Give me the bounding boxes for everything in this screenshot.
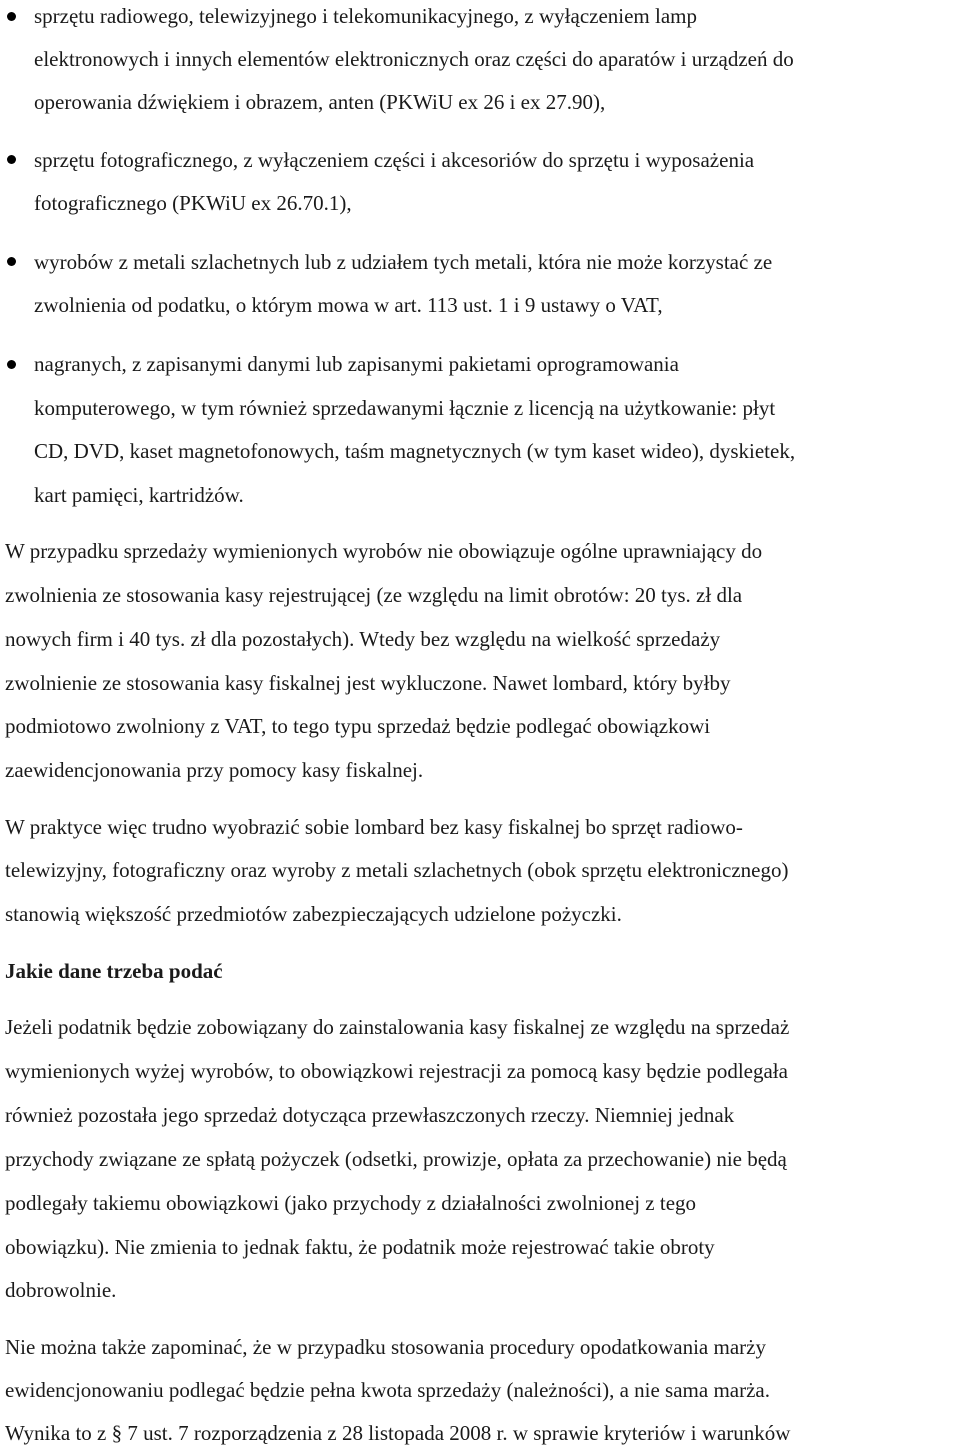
paragraph-1-line-2: zwolnienia ze stosowania kasy rejestrującej (ze względu na limit obrotów: 20 tys. zł dla <box>5 583 743 607</box>
paragraph-1-line-4: zwolnienie ze stosowania kasy fiskalnej jest wykluczone. Nawet lombard, który byłby <box>5 671 731 695</box>
bullet-icon <box>7 360 16 369</box>
paragraph-2-line-1: W praktyce więc trudno wyobrazić sobie lombard bez kasy fiskalnej bo sprzęt radiowo- <box>5 815 743 839</box>
bullet-icon <box>7 12 16 21</box>
paragraph-1-line-6: zaewidencjonowania przy pomocy kasy fiskalnej. <box>5 758 424 782</box>
paragraph-1-line-1: W przypadku sprzedaży wymienionych wyrobów nie obowiązuje ogólne uprawniający do <box>5 539 763 563</box>
bullet-3-line-2: zwolnienia od podatku, o którym mowa w art. 113 ust. 1 i 9 ustawy o VAT, <box>34 293 663 317</box>
paragraph-3-line-4: przychody związane ze spłatą pożyczek (odsetki, prowizje, opłata za przechowanie) nie będą <box>5 1147 787 1171</box>
bullet-1-line-2: elektronowych i innych elementów elektronicznych oraz części do aparatów i urządzeń do <box>34 47 794 71</box>
paragraph-3-line-2: wymienionych wyżej wyrobów, to obowiązkowi rejestracji za pomocą kasy będzie podlegała <box>5 1059 788 1083</box>
bullet-icon <box>7 155 16 164</box>
paragraph-3-line-5: podlegały takiemu obowiązkowi (jako przychody z działalności zwolnionej z tego <box>5 1191 697 1215</box>
paragraph-4-line-2: ewidencjonowaniu podlegać będzie pełna kwota sprzedaży (należności), a nie sama marża. <box>5 1378 770 1402</box>
bullet-4-line-4: kart pamięci, kartridżów. <box>34 483 244 507</box>
bullet-1-line-1: sprzętu radiowego, telewizyjnego i telekomunikacyjnego, z wyłączeniem lamp <box>34 4 698 28</box>
paragraph-3-line-3: również pozostała jego sprzedaż dotycząca przewłaszczonych rzeczy. Niemniej jednak <box>5 1103 735 1127</box>
bullet-3-line-1: wyrobów z metali szlachetnych lub z udziałem tych metali, która nie może korzystać ze <box>34 250 773 274</box>
bullet-4-line-1: nagranych, z zapisanymi danymi lub zapisanymi pakietami oprogramowania <box>34 352 679 376</box>
bullet-2-line-2: fotograficznego (PKWiU ex 26.70.1), <box>34 191 352 215</box>
paragraph-2-line-3: stanowią większość przedmiotów zabezpieczających udzielone pożyczki. <box>5 902 622 926</box>
paragraph-4-line-1: Nie można także zapominać, że w przypadku stosowania procedury opodatkowania marży <box>5 1335 766 1359</box>
paragraph-3-line-6: obowiązku). Nie zmienia to jednak faktu, że podatnik może rejestrować takie obroty <box>5 1235 715 1259</box>
section-heading: Jakie dane trzeba podać <box>5 959 223 983</box>
bullet-1-line-3: operowania dźwiękiem i obrazem, anten (PKWiU ex 26 i ex 27.90), <box>34 90 606 114</box>
paragraph-3-line-7: dobrowolnie. <box>5 1278 117 1302</box>
paragraph-2-line-2: telewizyjny, fotograficzny oraz wyroby z metali szlachetnych (obok sprzętu elektronicznego) <box>5 858 789 882</box>
paragraph-3-line-1: Jeżeli podatnik będzie zobowiązany do zainstalowania kasy fiskalnej ze względu na sprzedaż <box>5 1015 790 1039</box>
bullet-4-line-2: komputerowego, w tym również sprzedawanymi łącznie z licencją na użytkowanie: płyt <box>34 396 776 420</box>
bullet-icon <box>7 257 16 266</box>
paragraph-1-line-5: podmiotowo zwolniony z VAT, to tego typu sprzedaż będzie podlegać obowiązkowi <box>5 714 711 738</box>
bullet-2-line-1: sprzętu fotograficznego, z wyłączeniem części i akcesoriów do sprzętu i wyposażenia <box>34 148 755 172</box>
paragraph-1-line-3: nowych firm i 40 tys. zł dla pozostałych). Wtedy bez względu na wielkość sprzedaży <box>5 627 721 651</box>
bullet-4-line-3: CD, DVD, kaset magnetofonowych, taśm magnetycznych (w tym kaset wideo), dyskietek, <box>34 439 796 463</box>
paragraph-4-line-3: Wynika to z § 7 ust. 7 rozporządzenia z 28 listopada 2008 r. w sprawie kryteriów i warunków <box>5 1421 791 1445</box>
